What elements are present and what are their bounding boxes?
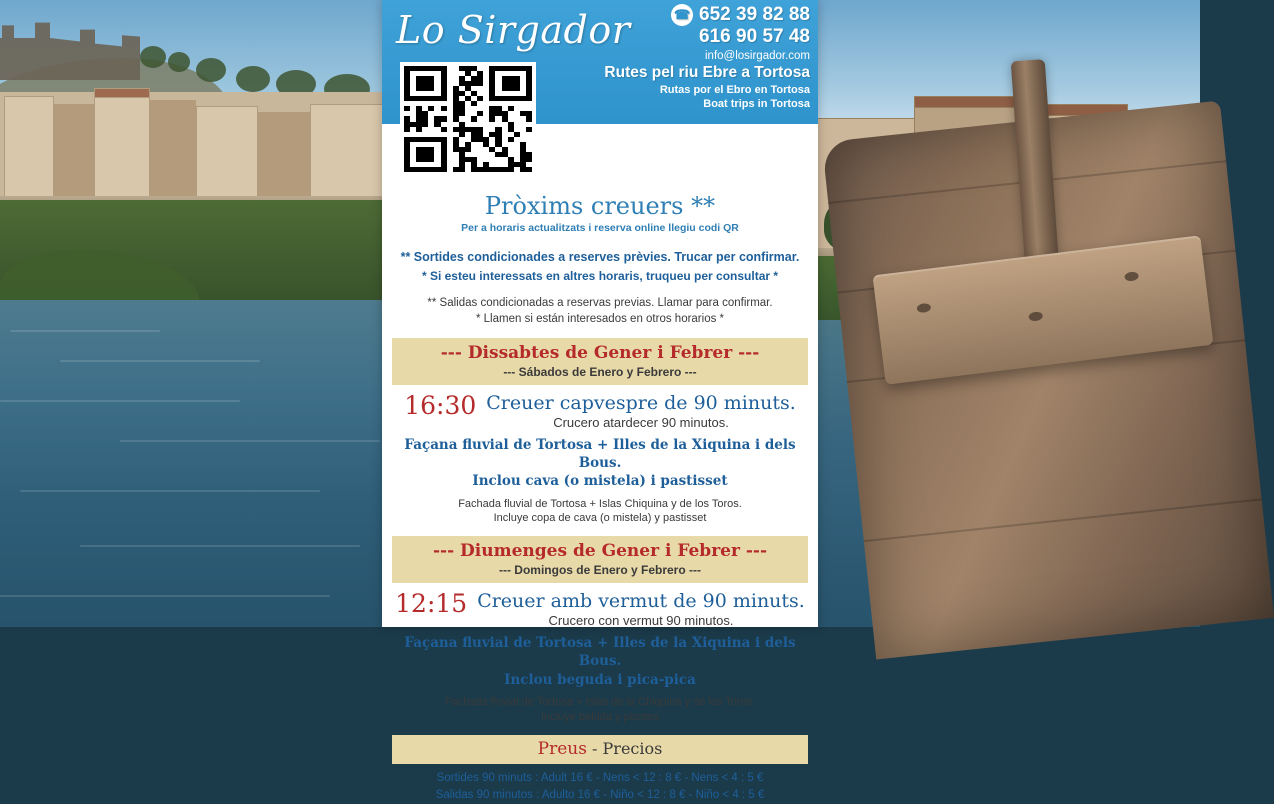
trip-sunday <box>392 591 808 724</box>
routes-es: Rutas por el Ebro en Tortosa <box>659 84 810 96</box>
water-ripple <box>80 545 360 547</box>
next-trips-title: Pròxims creuers ** <box>484 192 716 220</box>
note-es-2: * Llamen si están interesados en otros horarios * <box>475 313 725 326</box>
prices-title-es: Precios <box>602 738 663 758</box>
trip-title-es-saturday: Crucero atardecer 90 minutos. <box>553 414 729 430</box>
trip-desc-ca-2-sunday: Inclou beguda i pica-pica <box>504 671 696 688</box>
water-ripple <box>60 360 260 362</box>
trip-title-es-sunday: Crucero con vermut 90 minutos. <box>548 613 734 629</box>
phone-icon-spacer <box>671 26 693 48</box>
photo-left-river-scene <box>0 0 390 627</box>
wood-knot <box>1124 271 1139 282</box>
trip-desc-ca-2-saturday: Inclou cava (o mistela) i pastisset <box>472 473 728 490</box>
note-ca-2: * Si esteu interessats en altres horaris, truqueu per consultar * <box>421 268 779 283</box>
building <box>4 96 54 198</box>
trip-time-saturday: 16:30 <box>404 391 477 421</box>
wood-knot <box>1028 311 1043 322</box>
building <box>94 92 150 198</box>
routes-ca: Rutes pel riu Ebre a Tortosa <box>604 64 810 81</box>
hull-plank-seam <box>864 498 1262 542</box>
routes-tagline <box>604 64 810 110</box>
trip-desc-es-2-saturday: Incluye copa de cava (o mistela) y pastisset <box>493 512 707 525</box>
band-es-saturdays: --- Sábados de Enero y Febrero --- <box>503 365 697 380</box>
water-ripple <box>120 440 380 442</box>
section-band-saturdays <box>392 338 808 385</box>
phone-number-2: 616 90 57 48 <box>699 26 810 48</box>
water-ripple <box>0 595 330 597</box>
water-ripple <box>20 490 320 492</box>
flyer-body <box>382 124 818 804</box>
qr-code[interactable] <box>400 62 536 176</box>
building <box>196 106 258 198</box>
phone-icon: ☎ <box>671 4 693 26</box>
tree <box>168 52 190 72</box>
prices-title-ca: Preus <box>537 738 587 759</box>
photo-right-boat-scene <box>818 0 1200 627</box>
wood-knot <box>916 303 931 314</box>
band-es-sundays: --- Domingos de Enero y Febrero --- <box>498 563 701 578</box>
trip-desc-ca-1-sunday: Façana fluvial de Tortosa + Illes de la Xiquina i dels Bous. <box>404 635 796 670</box>
building <box>258 112 310 198</box>
prices-line-es: Salidas 90 minutos : Adulto 16 € - Niño < 12 : 8 € - Niño < 4 : 5 € <box>435 788 765 801</box>
phone-number-1: 652 39 82 88 <box>699 4 810 26</box>
email-address[interactable]: info@losirgador.com <box>705 50 810 62</box>
trip-desc-es-2-sunday: Incluye bebida y picoteo <box>540 710 660 723</box>
phone-row-1[interactable] <box>671 4 810 26</box>
tree <box>140 46 166 68</box>
band-ca-sundays: --- Diumenges de Gener i Febrer --- <box>432 541 768 562</box>
trip-title-ca-saturday: Creuer capvespre de 90 minuts. <box>486 392 796 415</box>
trip-desc-es-1-sunday: Fachada fluvial de Tortosa + Islas de la Chiquina y de los Toros. <box>444 695 756 708</box>
brand-title: Lo Sirgador <box>396 8 631 52</box>
trip-saturday <box>392 393 808 526</box>
flyer-panel <box>382 0 818 801</box>
note-es-1: ** Salidas condicionadas a reservas previas. Llamar para confirmar. <box>427 296 773 309</box>
prices-band <box>392 735 808 764</box>
tree <box>196 58 226 82</box>
trip-title-ca-sunday: Creuer amb vermut de 90 minuts. <box>477 590 805 613</box>
next-trips-subtitle: Per a horaris actualitzats i reserva online llegiu codi QR <box>461 222 739 234</box>
section-band-sundays <box>392 536 808 583</box>
prices-list <box>392 770 808 804</box>
booking-notes <box>392 248 808 328</box>
water-ripple <box>0 400 240 402</box>
phone-row-2[interactable] <box>671 26 810 48</box>
building <box>54 104 94 198</box>
note-ca-1: ** Sortides condicionades a reserves prèvies. Trucar per confirmar. <box>400 250 800 264</box>
water-ripple <box>10 330 160 332</box>
trip-desc-es-1-saturday: Fachada fluvial de Tortosa + Islas Chiquina y de los Toros. <box>458 497 742 510</box>
tree <box>236 66 270 92</box>
routes-en: Boat trips in Tortosa <box>703 98 810 110</box>
building <box>150 100 196 198</box>
trip-time-sunday: 12:15 <box>395 589 468 619</box>
trip-desc-ca-1-saturday: Façana fluvial de Tortosa + Illes de la Xiquina i dels Bous. <box>404 436 796 472</box>
prices-line-ca: Sortides 90 minuts : Adult 16 € - Nens < 12 : 8 € - Nens < 4 : 5 € <box>436 771 764 784</box>
building-roof <box>94 88 150 98</box>
band-ca-saturdays: --- Dissabtes de Gener i Febrer --- <box>440 343 760 364</box>
contact-block <box>671 4 810 62</box>
building <box>310 104 390 198</box>
prices-title-sep: - <box>586 738 603 758</box>
river-water <box>0 300 390 627</box>
qr-code-matrix <box>404 66 532 172</box>
